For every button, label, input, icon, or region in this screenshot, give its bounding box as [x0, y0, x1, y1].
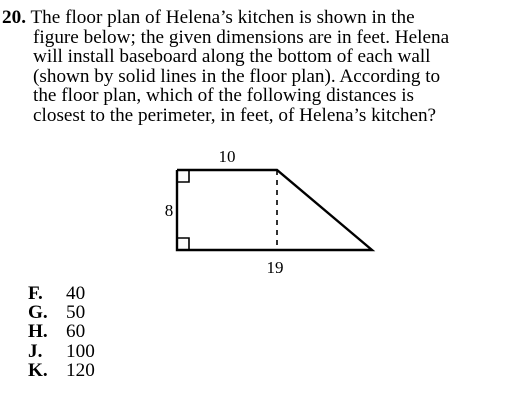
right-angle-marker-top — [177, 170, 189, 182]
question-line-1-text: The floor plan of Helena’s kitchen is shown in the — [30, 7, 415, 28]
choice-letter: F. — [28, 283, 43, 304]
floor-plan-figure — [160, 145, 400, 280]
question-line-2: figure below; the given dimensions are in feet. Helena — [33, 26, 450, 48]
top-dimension-label: 10 — [218, 147, 236, 166]
answer-choice-k[interactable] — [28, 361, 95, 380]
bottom-dimension-label: 19 — [266, 258, 284, 277]
floor-plan-walls — [177, 170, 372, 250]
question-line-5: the floor plan, which of the following distances is — [33, 85, 415, 107]
question-line-6: closest to the perimeter, in feet, of Helena’s kitchen? — [33, 104, 437, 126]
choice-value: 60 — [66, 321, 86, 343]
choice-letter: H. — [28, 321, 48, 343]
choice-value: 100 — [66, 340, 95, 362]
question-text — [2, 8, 517, 126]
choice-letter: J. — [28, 340, 43, 362]
right-angle-marker-bottom — [177, 238, 189, 250]
choice-letter: G. — [28, 302, 48, 324]
choice-value: 120 — [66, 359, 95, 381]
answer-choices — [28, 284, 95, 380]
left-dimension-label: 8 — [164, 201, 174, 220]
answer-choice-j[interactable] — [28, 342, 95, 361]
floor-plan-diagram — [160, 145, 400, 280]
question-line-3: will install baseboard along the bottom of each wall — [33, 46, 431, 68]
choice-letter: K. — [28, 359, 48, 381]
choice-value: 40 — [66, 283, 86, 304]
choice-value: 50 — [66, 302, 86, 324]
question-line-4: (shown by solid lines in the floor plan). According to — [33, 65, 441, 87]
answer-choice-f[interactable] — [28, 284, 95, 303]
answer-choice-g[interactable] — [28, 303, 95, 322]
answer-choice-h[interactable] — [28, 322, 95, 341]
question-line-1 — [2, 8, 517, 28]
question-number: 20. — [2, 7, 26, 28]
